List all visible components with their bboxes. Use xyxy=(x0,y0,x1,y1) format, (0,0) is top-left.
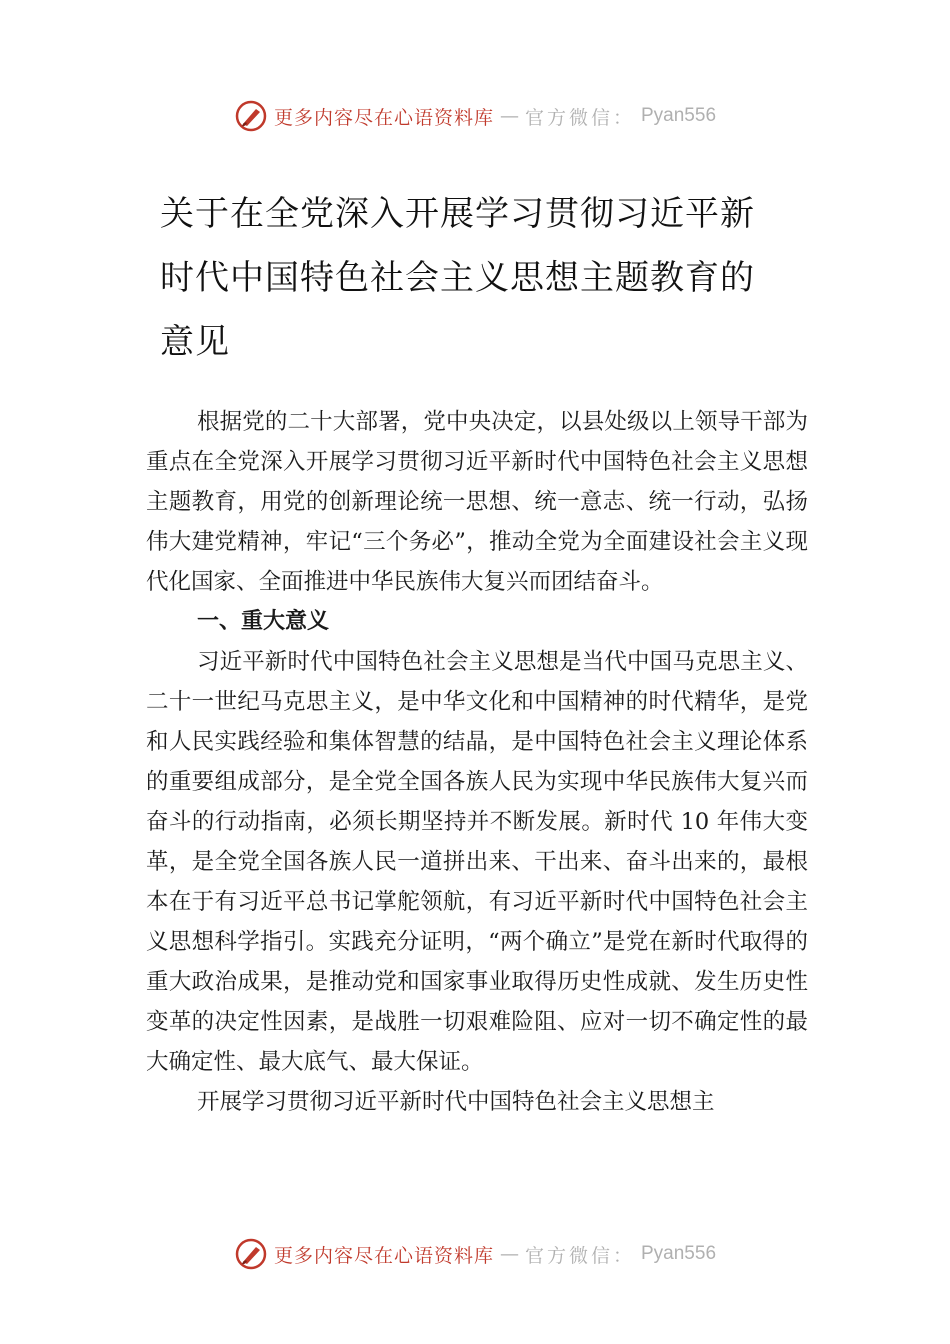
section-paragraph: 习近平新时代中国特色社会主义思想是当代中国马克思主义、二十一世纪马克思主义，是中华文化和中国精神的时代精华，是党和人民实践经验和集体智慧的结晶，是中国特色社会主义理论体系的重要组成部分，是全党全国各族人民为实现中华民族伟大复兴而奋斗的行动指南，必须长期坚持并不断发展。新时代 10 年伟大变革，是全党全国各族人民一道拼出来、干出来、奋斗出来的，最根本在于有习近平总书记掌舵领航，有习近平新时代中国特色社会主义思想科学指引。实践充分证明，“两个确立”是党在新时代取得的重大政治成果，是推动党和国家事业取得历史性成就、发生历史性变革的决定性因素，是战胜一切艰难险阻、应对一切不确定性的最大确定性、最大底气、最大保证。 xyxy=(146,649,808,1075)
watermark-footer xyxy=(0,1234,950,1274)
brush-logo-icon xyxy=(234,99,268,133)
watermark-separator: — xyxy=(499,105,519,127)
watermark-separator: — xyxy=(499,1243,519,1265)
section-paragraph-continued: 开展学习贯彻习近平新时代中国特色社会主义思想主 xyxy=(197,1089,715,1115)
watermark-header xyxy=(0,96,950,136)
title-line: 意见 xyxy=(160,322,230,362)
watermark-text: 更多内容尽在心语资料库 xyxy=(273,1244,494,1267)
watermark-wechat-id: Pyan556 xyxy=(641,1243,717,1264)
document-title xyxy=(160,182,800,374)
title-line: 时代中国特色社会主义思想主题教育的 xyxy=(160,258,755,298)
document-body xyxy=(146,402,808,1122)
brush-logo-icon xyxy=(234,1237,268,1271)
watermark-wechat-label: 官方微信： xyxy=(524,106,635,129)
title-line: 关于在全党深入开展学习贯彻习近平新 xyxy=(160,194,755,234)
watermark-wechat-id: Pyan556 xyxy=(641,105,717,126)
watermark-text: 更多内容尽在心语资料库 xyxy=(273,106,494,129)
section-heading: 一、重大意义 xyxy=(197,609,330,634)
watermark-wechat-label: 官方微信： xyxy=(524,1244,635,1267)
intro-paragraph: 根据党的二十大部署，党中央决定，以县处级以上领导干部为重点在全党深入开展学习贯彻习近平新时代中国特色社会主义思想主题教育，用党的创新理论统一思想、统一意志、统一行动，弘扬伟大建党精神，牢记“三个务必”，推动全党为全面建设社会主义现代化国家、全面推进中华民族伟大复兴而团结奋斗。 xyxy=(146,409,808,595)
